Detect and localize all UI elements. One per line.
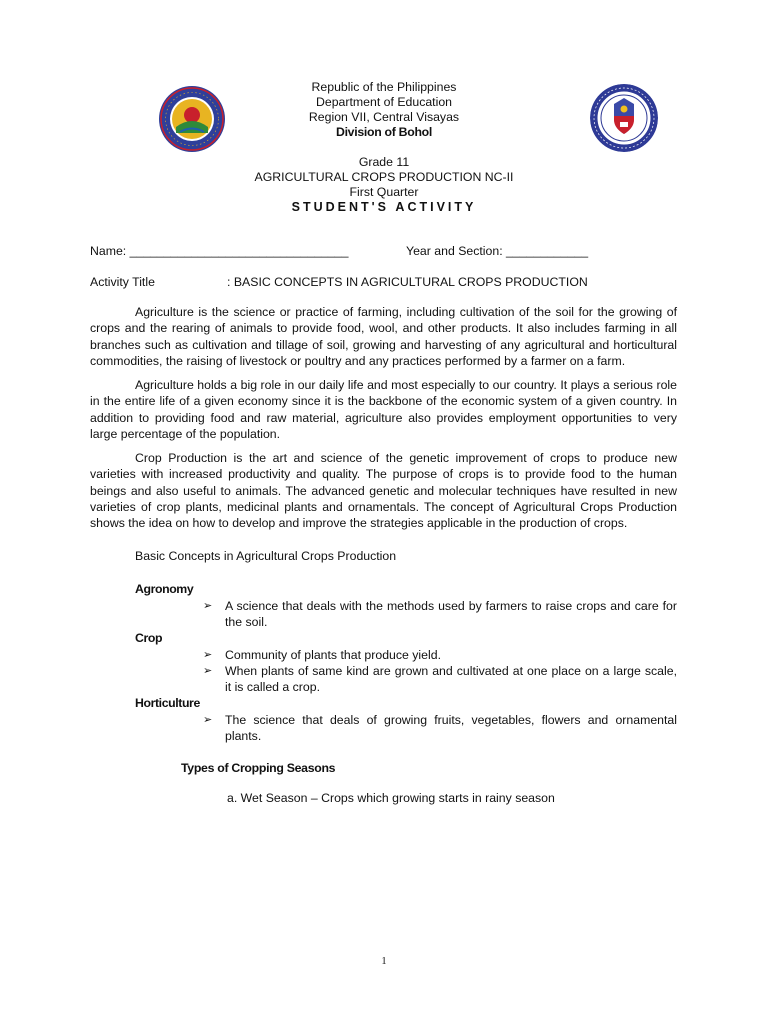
- paragraph-agriculture-role: Agriculture holds a big role in our daily life and most especially to our country. It plays a serious role in the entire life of a given economy since it is the backbone of the economic system of a given country. In addition to providing food and raw material, agriculture also provides employment opportunities to very large percentage of the population.: [90, 378, 677, 441]
- arrow-bullet-icon: ➢: [203, 665, 213, 677]
- name-field-line[interactable]: Name: ________________________________: [90, 244, 349, 258]
- year-section-field-line[interactable]: Year and Section: ____________: [406, 244, 589, 258]
- term-horticulture: Horticulture: [135, 696, 200, 710]
- bullet-text: Community of plants that produce yield.: [225, 648, 441, 662]
- header-region: Region VII, Central Visayas: [308, 110, 460, 124]
- header-quarter: First Quarter: [349, 185, 419, 199]
- header-republic: Republic of the Philippines: [311, 80, 457, 94]
- page-number: 1: [381, 956, 387, 967]
- term-agronomy: Agronomy: [135, 582, 194, 596]
- arrow-bullet-icon: ➢: [203, 649, 213, 661]
- paragraph-agriculture-definition: Agriculture is the science or practice of farming, including cultivation of the soil for the growing of crops and the rearing of animals to provide food, wool, and other products. It also includes farming in all branches such as cultivation and tillage of soil, growing and harvesting of any agricultural and horticultural commodities, the raising of livestock or poultry and any practices performed by a farmer on a farm.: [90, 305, 677, 368]
- header-course: AGRICULTURAL CROPS PRODUCTION NC-II: [254, 170, 514, 184]
- activity-title-value: : BASIC CONCEPTS IN AGRICULTURAL CROPS PRODUCTION: [227, 275, 588, 289]
- header-grade: Grade 11: [358, 155, 410, 169]
- activity-title-row: [90, 275, 588, 289]
- name-year-row: [90, 244, 690, 258]
- list-item: [203, 712, 677, 745]
- wet-season-item: a. Wet Season – Crops which growing starts in rainy season: [227, 791, 555, 805]
- activity-title-label: Activity Title: [90, 275, 155, 289]
- document-header: [0, 80, 768, 215]
- arrow-bullet-icon: ➢: [203, 714, 213, 726]
- term-crop: Crop: [135, 631, 163, 645]
- list-item: [203, 663, 677, 696]
- paragraph-crop-production: Crop Production is the art and science of the genetic improvement of crops to produce new varieties with increased productivity and quality. The purpose of crops is to provide food to the human beings and also useful to animals. The advanced genetic and molecular techniques have resulted in new varieties of crop plants, medicinal plants and ornamentals. The concept of Agricultural Crops Production shows the idea on how to develop and improve the strategies applicable in the production of crops.: [90, 451, 677, 531]
- cropping-seasons-title: Types of Cropping Seasons: [181, 761, 336, 775]
- bullet-text: When plants of same kind are grown and cultivated at one place on a large scale, it is called a crop.: [225, 664, 677, 695]
- bullet-text: A science that deals with the methods used by farmers to raise crops and care for the soil.: [225, 599, 677, 630]
- list-item: [203, 647, 677, 663]
- concepts-section-title: Basic Concepts in Agricultural Crops Production: [135, 549, 397, 563]
- list-item: [203, 598, 677, 631]
- bullet-text: The science that deals of growing fruits, vegetables, flowers and ornamental plants.: [225, 713, 677, 744]
- header-department: Department of Education: [315, 95, 453, 109]
- header-students-activity: STUDENT'S ACTIVITY: [291, 200, 477, 214]
- arrow-bullet-icon: ➢: [203, 600, 213, 612]
- header-division: Division of Bohol: [335, 125, 432, 139]
